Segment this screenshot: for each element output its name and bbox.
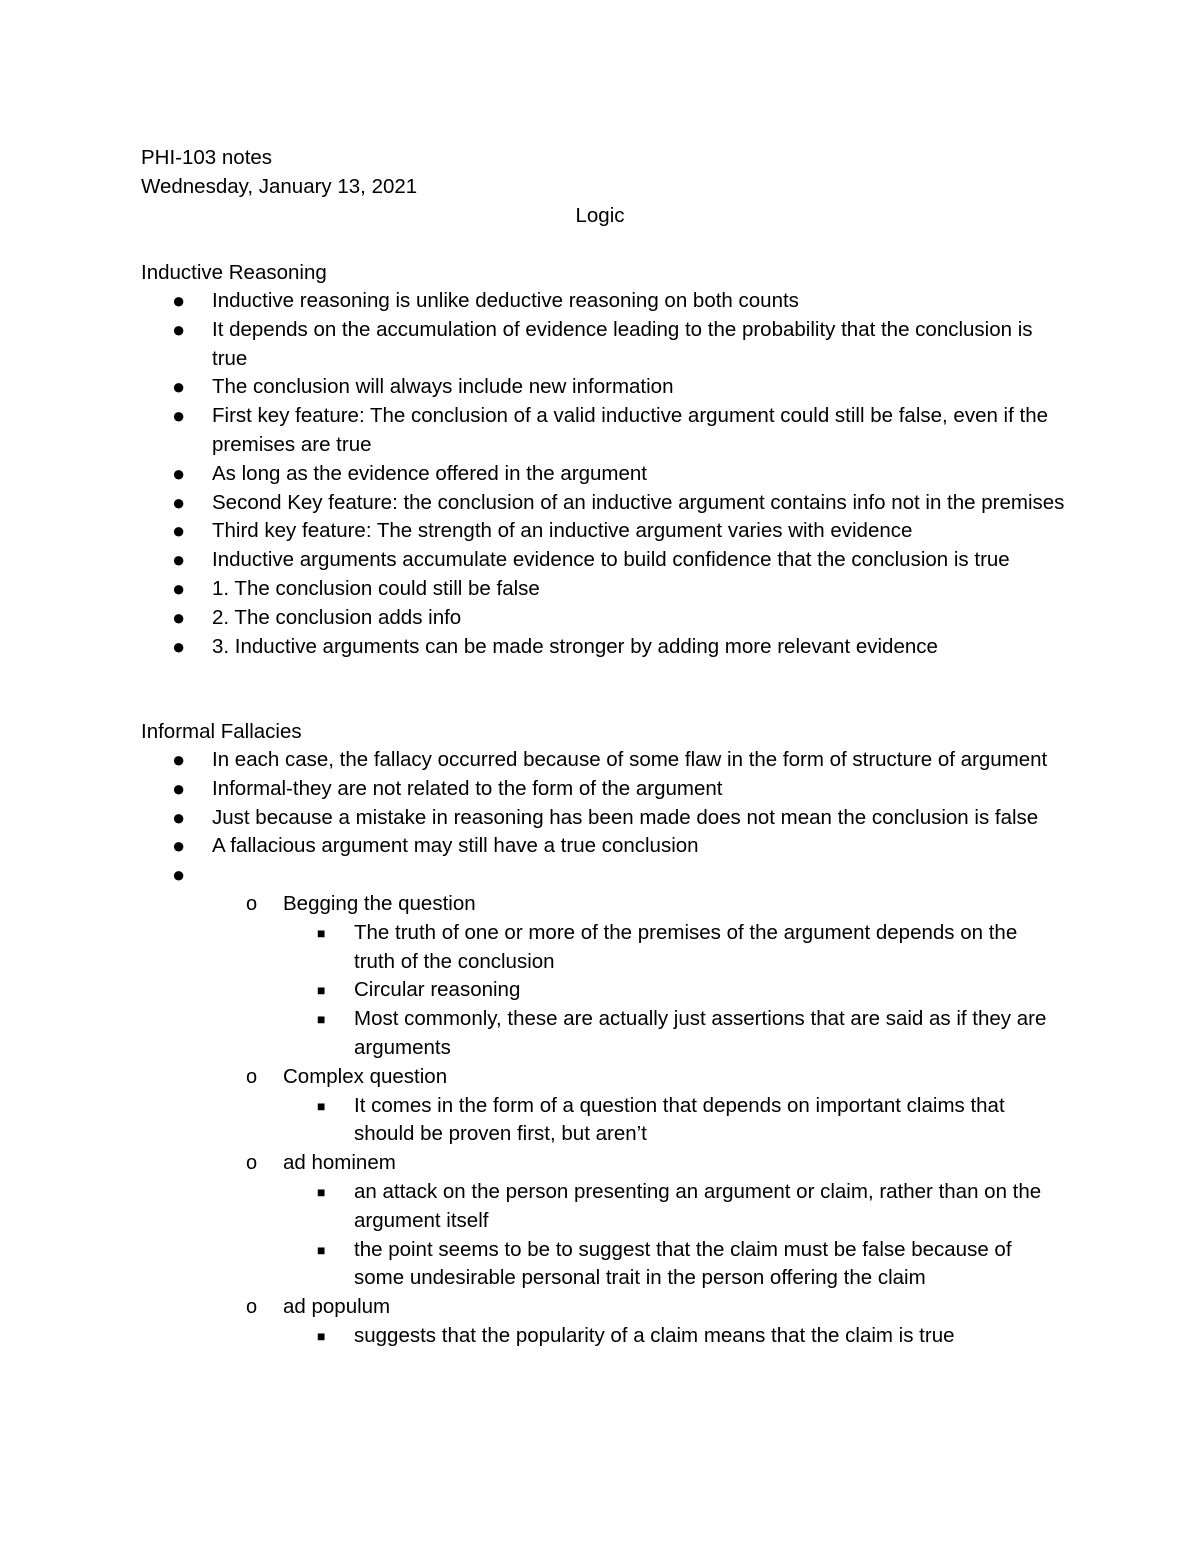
bullet-icon: ● [172, 747, 186, 772]
square-bullet-icon: ■ [317, 982, 326, 999]
bullet-icon: ● [172, 316, 186, 342]
fallacy-item: o ad populum [0, 1293, 1063, 1322]
fallacy-point: ■ the point seems to be to suggest that the claim must be false because of some undesirable personal trait in the person offering the claim [317, 1237, 1012, 1290]
square-bullet-icon: ■ [317, 1097, 326, 1114]
list-item: ● Third key feature: The strength of an inductive argument varies with evidence [0, 517, 1072, 546]
list-item-empty [0, 861, 1072, 890]
circle-bullet-icon: o [246, 1296, 258, 1319]
circle-bullet-icon: o [246, 892, 258, 915]
bullet-icon: ● [172, 833, 186, 859]
list-item: ● Just because a mistake in reasoning has been made does not mean the conclusion is false [0, 804, 1072, 833]
bullet-icon: ● [172, 460, 186, 486]
list-item: ● 3. Inductive arguments can be made stronger by adding more relevant evidence [0, 633, 1072, 662]
list-item: ● The conclusion will always include new information [0, 373, 1072, 402]
bullet-icon: ● [172, 489, 186, 515]
list-item: ● First key feature: The conclusion of a valid inductive argument could still be false, even if the premises are true [172, 403, 1049, 456]
list-item: ● As long as the evidence offered in the argument [0, 460, 1072, 489]
bullet-icon: ● [172, 288, 186, 313]
list-item: ● 2. The conclusion adds info [0, 604, 1072, 633]
bullet-icon: ● [172, 547, 186, 573]
date-label: Wednesday, January 13, 2021 [141, 175, 418, 198]
list-item: ● Inductive arguments accumulate evidence to build confidence that the conclusion is true [0, 546, 1072, 575]
circle-bullet-icon: o [246, 1065, 258, 1088]
fallacy-item: o ad hominem [0, 1149, 1063, 1178]
list-item: ● 1. The conclusion could still be false [0, 575, 1072, 604]
bullet-icon: ● [172, 633, 186, 659]
bullet-icon: ● [172, 862, 186, 888]
bullet-icon: ● [172, 575, 186, 601]
fallacy-point: ■ It comes in the form of a question that depends on important claims that should be proven first, but aren’t [317, 1093, 1005, 1146]
page-title: Logic [575, 204, 625, 227]
square-bullet-icon: ■ [317, 1183, 326, 1200]
bullet-icon: ● [172, 518, 186, 544]
circle-bullet-icon: o [246, 1152, 258, 1175]
bullet-icon: ● [172, 775, 186, 801]
list-item: ● A fallacious argument may still have a true conclusion [0, 832, 1072, 861]
section-heading-informal: Informal Fallacies [141, 720, 302, 743]
list-item: ● Second Key feature: the conclusion of an inductive argument contains info not in the premises [0, 489, 1072, 518]
fallacy-item: o Complex question [0, 1063, 1063, 1092]
square-bullet-icon: ■ [317, 1241, 326, 1258]
list-item: ● Informal-they are not related to the form of the argument [0, 775, 1072, 804]
section-heading-inductive: Inductive Reasoning [141, 261, 327, 284]
bullet-icon: ● [172, 374, 186, 400]
bullet-icon: ● [172, 804, 186, 830]
fallacy-item: o Begging the question [0, 890, 1063, 919]
bullet-icon: ● [172, 403, 186, 429]
square-bullet-icon: ■ [317, 1327, 326, 1344]
inductive-list [0, 287, 1200, 661]
informal-list [0, 746, 1200, 1351]
list-item: ● It depends on the accumulation of evidence leading to the probability that the conclusion is true [172, 316, 1033, 370]
fallacy-point: ■ suggests that the popularity of a claim means that the claim is true [0, 1322, 1059, 1351]
square-bullet-icon: ■ [317, 924, 326, 941]
list-item: ● Inductive reasoning is unlike deductive reasoning on both counts [0, 287, 1072, 316]
list-item: ● In each case, the fallacy occurred because of some flaw in the form of structure of argument [0, 746, 1072, 775]
fallacy-point: ■ Most commonly, these are actually just assertions that are said as if they are arguments [317, 1007, 1047, 1059]
course-label: PHI-103 notes [141, 146, 273, 169]
fallacy-point: ■ The truth of one or more of the premises of the argument depends on the truth of the conclusion [317, 920, 1018, 973]
bullet-icon: ● [172, 604, 186, 630]
square-bullet-icon: ■ [317, 1011, 326, 1028]
fallacy-point: ■ Circular reasoning [0, 976, 1059, 1005]
fallacy-point: ■ an attack on the person presenting an argument or claim, rather than on the argument itself [317, 1179, 1042, 1232]
